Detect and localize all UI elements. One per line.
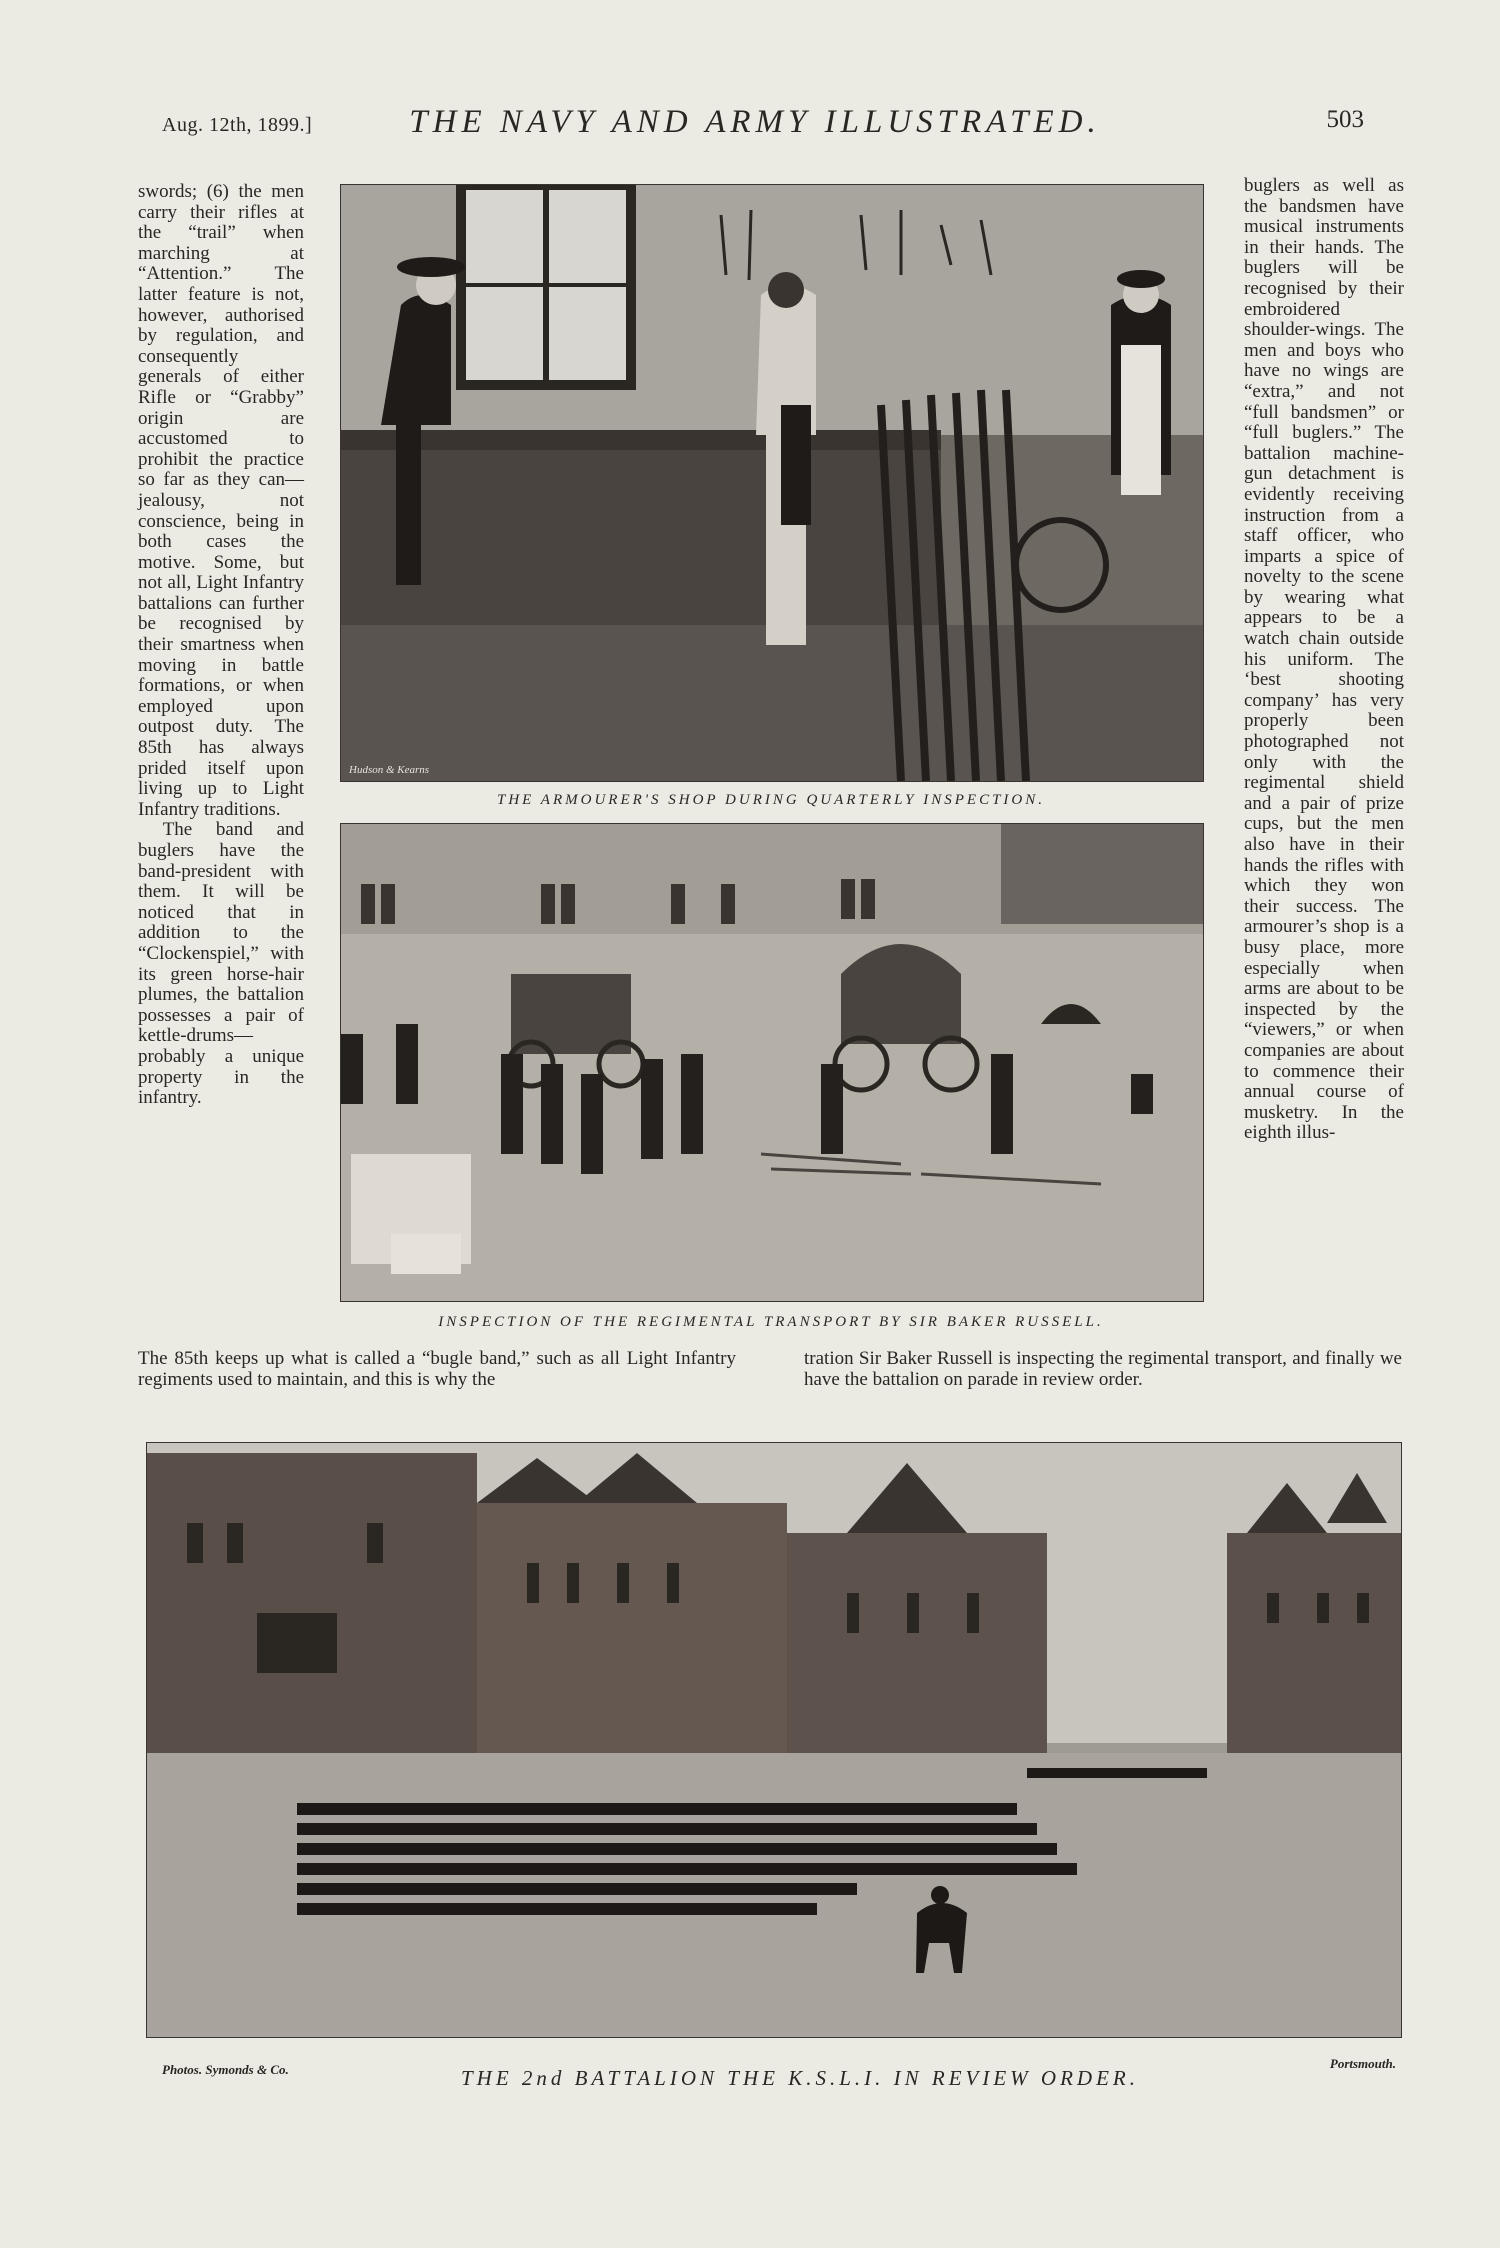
issue-date: Aug. 12th, 1899.] (162, 114, 313, 136)
bottom-left-paragraph: The 85th keeps up what is called a “bugle band,” such as all Light Infantry regiments used to maintain, and this is why the (138, 1348, 736, 1390)
bottom-left-text (138, 1349, 736, 1390)
armourer-photo-caption: THE ARMOURER'S SHOP DURING QUARTERLY INSPECTION. (496, 792, 1045, 808)
left-column-paragraph: swords; (6) the men carry their rifles at the “trail” when marching at “Attention.” The latter feature is not, however, authorised by regulation, and consequently generals of either Rifle or “Grabby” origin are accustomed to prohibit the practice so far as they can—jealousy, not conscience, being in both cases the motive. Some, but not all, Light Infantry battalions can further be recognised by their smartness when moving in battle formations, or when employed upon outpost duty. The 85th has always prided itself upon living up to Light Infantry traditions. (138, 181, 304, 820)
publication-title: THE NAVY AND ARMY ILLUSTRATED. (409, 104, 1101, 140)
left-column-paragraph: The band and buglers have the band-president with them. It will be noticed that in addition to the “Clockenspiel,” with its green horse-hair plumes, the battalion possesses a pair of kettle-drums—probably a unique property in the infantry. (138, 819, 304, 1109)
left-text-column (138, 182, 304, 1109)
bottom-right-paragraph: tration Sir Baker Russell is inspecting the regimental transport, and finally we have the battalion on parade in review order. (804, 1348, 1402, 1390)
photo-credit: Photos. Symonds & Co. (162, 2062, 289, 2077)
armourer-shop-photo (340, 184, 1204, 782)
page-number: 503 (1326, 106, 1364, 133)
page-header (140, 100, 1370, 150)
photo-location: Portsmouth. (1329, 2056, 1396, 2071)
transport-photo-caption: INSPECTION OF THE REGIMENTAL TRANSPORT BY SIR BAKER RUSSELL. (438, 1314, 1104, 1330)
photo-watermark: Hudson & Kearns (349, 764, 430, 776)
review-order-photo (146, 1442, 1402, 2038)
transport-inspection-photo (340, 823, 1204, 1302)
review-photo-caption: THE 2nd BATTALION THE K.S.L.I. IN REVIEW ORDER. (461, 2066, 1139, 2090)
right-text-column (1244, 176, 1404, 1144)
bottom-right-text (804, 1349, 1402, 1390)
right-column-paragraph: buglers as well as the bandsmen have musical instruments in their hands. The buglers will be recognised by their embroidered shoulder-wings. The men and boys who have no wings are “extra,” and not “full bandsmen” or “full buglers.” The battalion machine-gun detachment is evidently receiving instruction from a staff officer, who imparts a spice of novelty to the scene by wearing what appears to be a watch chain outside his uniform. The ‘best shooting company’ has very properly been photographed not only with the regimental shield and a pair of prize cups, but the men also have in their hands the rifles with which they won their success. The armourer’s shop is a busy place, more especially when arms are about to be inspected by the “viewers,” or when companies are about to commence their annual course of musketry. In the eighth illus- (1244, 175, 1404, 1144)
